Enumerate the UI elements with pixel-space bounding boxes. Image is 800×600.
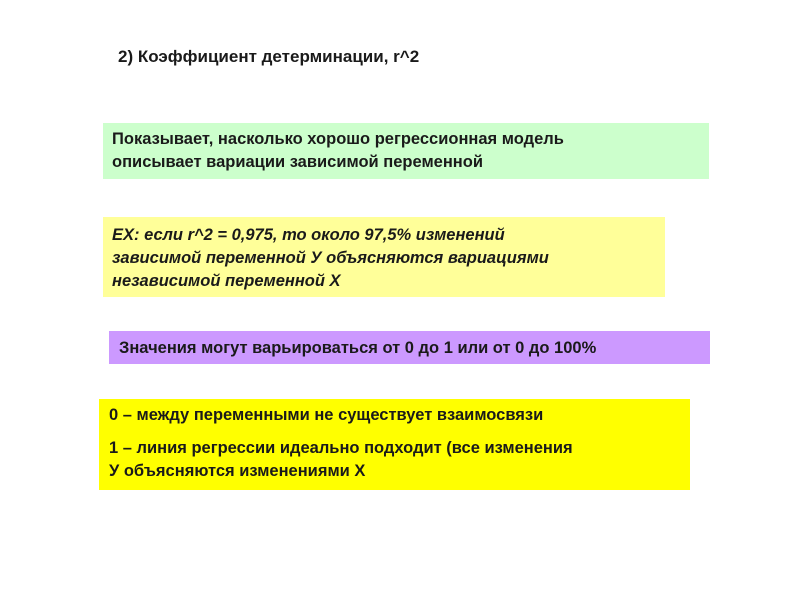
interpretation-one-line-1: 1 – линия регрессии идеально подходит (все изменения — [109, 439, 573, 457]
example-box — [103, 217, 665, 297]
definition-box — [103, 123, 709, 179]
example-line-3: независимой переменной Х — [112, 272, 341, 290]
example-line-1: EX: если r^2 = 0,975, то около 97,5% изменений — [112, 226, 505, 244]
definition-line-2: описывает вариации зависимой переменной — [112, 153, 483, 171]
interpretation-box — [99, 399, 690, 490]
range-text: Значения могут варьироваться от 0 до 1 или от 0 до 100% — [119, 339, 597, 357]
interpretation-zero: 0 – между переменными не существует взаимосвязи — [109, 406, 544, 424]
slide-title: 2) Коэффициент детерминации, r^2 — [118, 47, 420, 66]
range-box — [109, 331, 710, 364]
definition-line-1: Показывает, насколько хорошо регрессионная модель — [112, 130, 564, 148]
interpretation-one-line-2: У объясняются изменениями Х — [109, 462, 366, 480]
example-line-2: зависимой переменной У объясняются вариациями — [112, 249, 549, 267]
